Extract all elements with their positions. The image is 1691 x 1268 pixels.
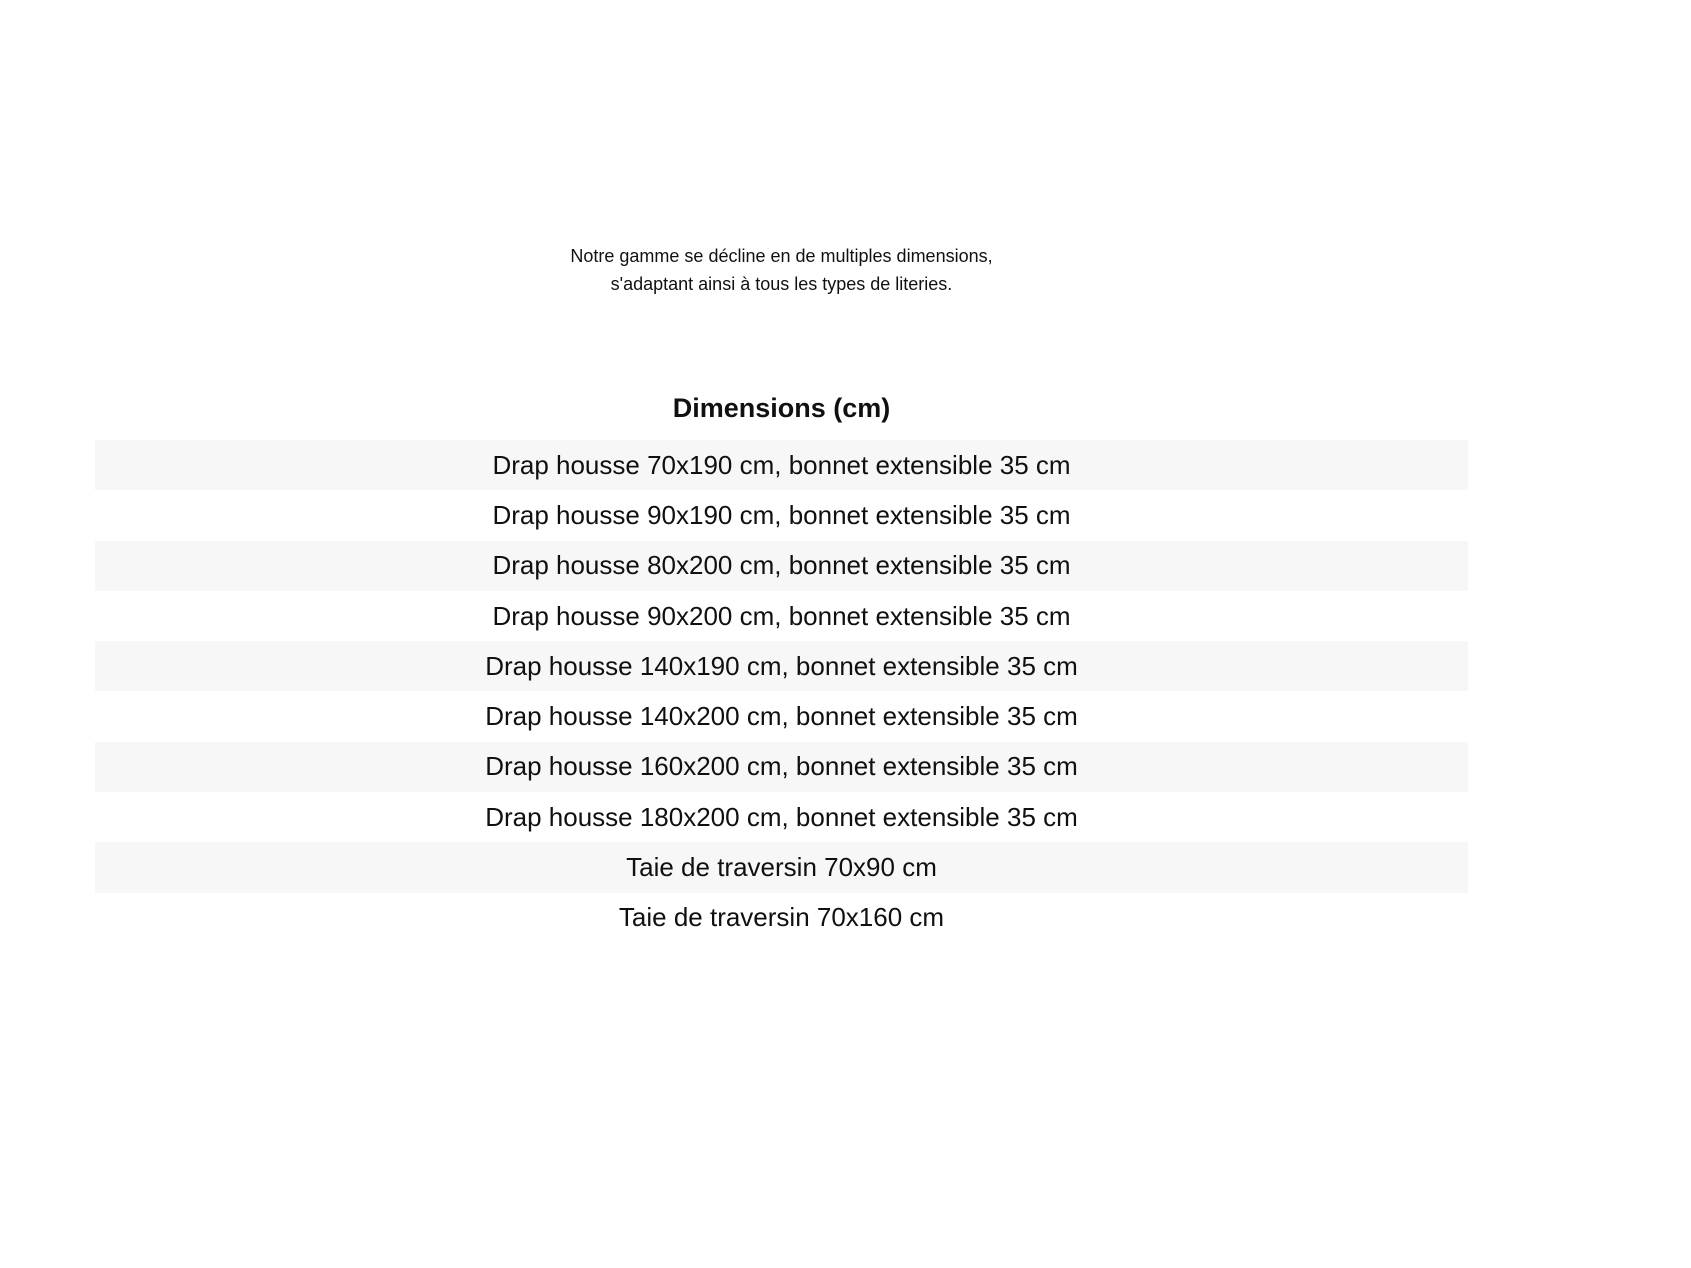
content-area (95, 0, 1468, 1268)
dimensions-table (95, 440, 1468, 943)
table-row (95, 842, 1468, 892)
table-row (95, 591, 1468, 641)
table-row (95, 541, 1468, 591)
intro-text (95, 242, 1468, 298)
dimensions-table-title: Dimensions (cm) (672, 393, 891, 423)
table-row (95, 742, 1468, 792)
table-row-label: Drap housse 140x200 cm, bonnet extensible 35 cm (485, 701, 1078, 732)
table-row (95, 440, 1468, 490)
table-row-label: Drap housse 70x190 cm, bonnet extensible 35 cm (492, 449, 1071, 480)
table-row-label: Drap housse 90x190 cm, bonnet extensible 35 cm (492, 499, 1071, 530)
table-row-label: Taie de traversin 70x160 cm (618, 902, 945, 933)
table-row (95, 490, 1468, 540)
table-row-label: Drap housse 90x200 cm, bonnet extensible 35 cm (492, 600, 1071, 631)
table-row-label: Drap housse 140x190 cm, bonnet extensible 35 cm (485, 650, 1078, 681)
intro-line-2: s'adaptant ainsi à tous les types de literies. (610, 274, 953, 294)
table-row-label: Drap housse 180x200 cm, bonnet extensible 35 cm (485, 801, 1078, 832)
table-row (95, 792, 1468, 842)
table-row (95, 893, 1468, 943)
intro-line-1: Notre gamme se décline en de multiples dimensions, (570, 246, 993, 266)
table-row-label: Taie de traversin 70x90 cm (626, 852, 937, 883)
table-row (95, 691, 1468, 741)
table-row-label: Drap housse 160x200 cm, bonnet extensible 35 cm (485, 751, 1078, 782)
table-row-label: Drap housse 80x200 cm, bonnet extensible 35 cm (492, 550, 1071, 581)
table-row (95, 641, 1468, 691)
